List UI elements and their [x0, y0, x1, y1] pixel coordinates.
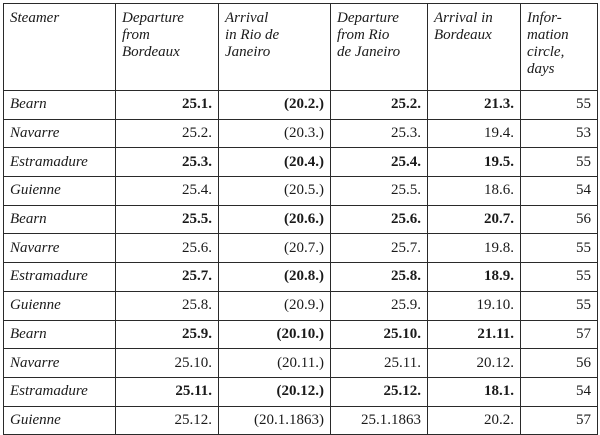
steamer-timetable [3, 3, 598, 435]
steamer-name-cell: Bearn [4, 205, 116, 234]
departure-rio-cell: 25.5. [331, 177, 428, 206]
steamer-name-cell: Navarre [4, 234, 116, 263]
arrival-rio-cell: (20.11.) [219, 349, 331, 378]
steamer-name-cell: Navarre [4, 349, 116, 378]
steamer-name-cell: Estramadure [4, 263, 116, 292]
steamer-name-cell: Bearn [4, 91, 116, 120]
table-row [4, 234, 598, 263]
table-row [4, 320, 598, 349]
table-row [4, 377, 598, 406]
arrival-bordeaux-cell: 20.2. [428, 406, 521, 435]
table-row [4, 263, 598, 292]
arrival-rio-cell: (20.5.) [219, 177, 331, 206]
header-departure-bordeaux: Departure from Bordeaux [116, 4, 219, 91]
departure-rio-cell: 25.12. [331, 377, 428, 406]
table-row [4, 148, 598, 177]
header-row [4, 4, 598, 91]
departure-bordeaux-cell: 25.6. [116, 234, 219, 263]
header-information-circle-days: Infor- mation circle, days [521, 4, 598, 91]
information-circle-days-cell: 54 [521, 177, 598, 206]
information-circle-days-cell: 55 [521, 91, 598, 120]
arrival-rio-cell: (20.7.) [219, 234, 331, 263]
arrival-bordeaux-cell: 19.5. [428, 148, 521, 177]
header-steamer: Steamer [4, 4, 116, 91]
arrival-bordeaux-cell: 20.7. [428, 205, 521, 234]
table-row [4, 349, 598, 378]
arrival-rio-cell: (20.1.1863) [219, 406, 331, 435]
departure-rio-cell: 25.7. [331, 234, 428, 263]
information-circle-days-cell: 55 [521, 263, 598, 292]
table-row [4, 119, 598, 148]
header-arrival-rio: Arrival in Rio de Janeiro [219, 4, 331, 91]
departure-bordeaux-cell: 25.7. [116, 263, 219, 292]
arrival-bordeaux-cell: 19.4. [428, 119, 521, 148]
arrival-bordeaux-cell: 19.8. [428, 234, 521, 263]
information-circle-days-cell: 56 [521, 205, 598, 234]
information-circle-days-cell: 55 [521, 234, 598, 263]
table-body [4, 91, 598, 435]
arrival-bordeaux-cell: 21.11. [428, 320, 521, 349]
arrival-bordeaux-cell: 18.1. [428, 377, 521, 406]
information-circle-days-cell: 55 [521, 291, 598, 320]
departure-bordeaux-cell: 25.9. [116, 320, 219, 349]
arrival-bordeaux-cell: 18.9. [428, 263, 521, 292]
departure-bordeaux-cell: 25.5. [116, 205, 219, 234]
information-circle-days-cell: 57 [521, 406, 598, 435]
departure-rio-cell: 25.8. [331, 263, 428, 292]
departure-bordeaux-cell: 25.11. [116, 377, 219, 406]
arrival-rio-cell: (20.12.) [219, 377, 331, 406]
table-row [4, 406, 598, 435]
departure-bordeaux-cell: 25.4. [116, 177, 219, 206]
arrival-rio-cell: (20.4.) [219, 148, 331, 177]
arrival-rio-cell: (20.6.) [219, 205, 331, 234]
arrival-rio-cell: (20.2.) [219, 91, 331, 120]
table-row [4, 177, 598, 206]
information-circle-days-cell: 55 [521, 148, 598, 177]
arrival-bordeaux-cell: 21.3. [428, 91, 521, 120]
departure-rio-cell: 25.10. [331, 320, 428, 349]
departure-bordeaux-cell: 25.1. [116, 91, 219, 120]
arrival-bordeaux-cell: 19.10. [428, 291, 521, 320]
header-departure-rio: Departure from Rio de Janeiro [331, 4, 428, 91]
departure-rio-cell: 25.1.1863 [331, 406, 428, 435]
steamer-name-cell: Guienne [4, 177, 116, 206]
steamer-name-cell: Guienne [4, 406, 116, 435]
information-circle-days-cell: 56 [521, 349, 598, 378]
departure-bordeaux-cell: 25.8. [116, 291, 219, 320]
departure-bordeaux-cell: 25.2. [116, 119, 219, 148]
information-circle-days-cell: 53 [521, 119, 598, 148]
departure-rio-cell: 25.4. [331, 148, 428, 177]
departure-rio-cell: 25.9. [331, 291, 428, 320]
departure-rio-cell: 25.3. [331, 119, 428, 148]
information-circle-days-cell: 57 [521, 320, 598, 349]
table-row [4, 291, 598, 320]
arrival-bordeaux-cell: 18.6. [428, 177, 521, 206]
arrival-rio-cell: (20.9.) [219, 291, 331, 320]
steamer-name-cell: Estramadure [4, 148, 116, 177]
departure-rio-cell: 25.11. [331, 349, 428, 378]
steamer-name-cell: Guienne [4, 291, 116, 320]
arrival-rio-cell: (20.3.) [219, 119, 331, 148]
arrival-rio-cell: (20.10.) [219, 320, 331, 349]
header-arrival-bordeaux: Arrival in Bordeaux [428, 4, 521, 91]
steamer-name-cell: Estramadure [4, 377, 116, 406]
table-row [4, 91, 598, 120]
departure-rio-cell: 25.2. [331, 91, 428, 120]
departure-bordeaux-cell: 25.12. [116, 406, 219, 435]
departure-bordeaux-cell: 25.3. [116, 148, 219, 177]
information-circle-days-cell: 54 [521, 377, 598, 406]
departure-rio-cell: 25.6. [331, 205, 428, 234]
departure-bordeaux-cell: 25.10. [116, 349, 219, 378]
table-row [4, 205, 598, 234]
steamer-name-cell: Bearn [4, 320, 116, 349]
arrival-rio-cell: (20.8.) [219, 263, 331, 292]
steamer-name-cell: Navarre [4, 119, 116, 148]
arrival-bordeaux-cell: 20.12. [428, 349, 521, 378]
